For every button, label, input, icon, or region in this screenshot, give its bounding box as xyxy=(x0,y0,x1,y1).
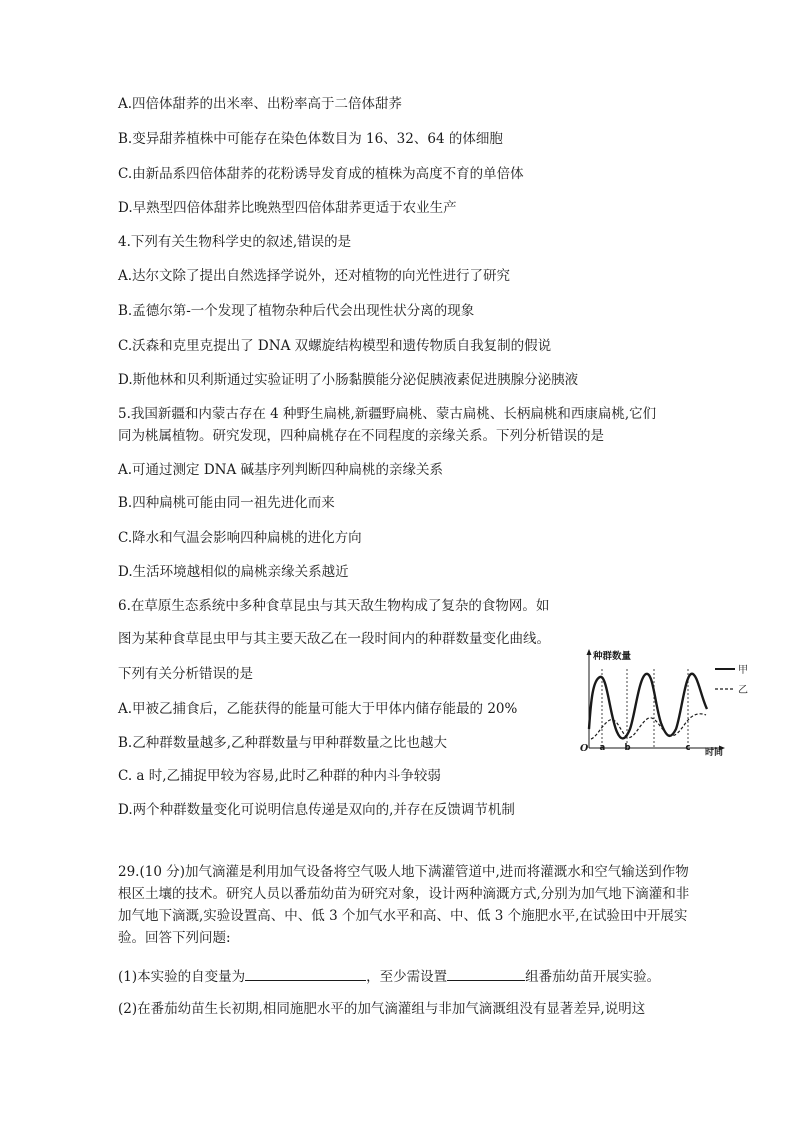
series-yi-curve xyxy=(591,714,706,739)
q6-option-b: B.乙种群数量越多,乙种群数量与甲种群数量之比也越大 xyxy=(118,735,448,751)
series-jia-curve xyxy=(589,674,707,739)
population-curve-figure xyxy=(577,647,757,759)
q5-option-a: A.可通过测定 DNA 碱基序列判断四种扁桃的亲缘关系 xyxy=(118,462,444,478)
q3-option-c: C.由新品系四倍体甜荞的花粉诱导发育成的植株为高度不育的单倍体 xyxy=(118,166,524,182)
q6-option-d: D.两个种群数量变化可说明信息传递是双向的,并存在反馈调节机制 xyxy=(118,802,515,818)
legend-label-yi: 乙 xyxy=(738,685,748,696)
q4-option-a: A.达尔文除了提出自然选择学说外，还对植物的向光性进行了研究 xyxy=(118,268,511,284)
q29-sub1-part-c: 组番茄幼苗开展实验。 xyxy=(525,969,661,985)
q6-stem-line3: 下列有关分析错误的是 xyxy=(118,666,253,682)
q3-option-b: B.变异甜荞植株中可能存在染色体数目为 16、32、64 的体细胞 xyxy=(118,131,503,147)
q5-stem-line1: 5.我国新疆和内蒙古存在 4 种野生扁桃,新疆野扁桃、蒙古扁桃、长柄扁桃和西康扁桃,它们 xyxy=(118,406,657,422)
q29-sub1 xyxy=(118,966,660,986)
figure-origin-label: O xyxy=(580,743,589,754)
q4-option-c: C.沃森和克里克提出了 DNA 双螺旋结构模型和遗传物质自我复制的假说 xyxy=(118,338,552,354)
q29-sub1-part-b: ，至少需设置 xyxy=(366,969,448,985)
q29-sub2: (2)在番茄幼苗生长初期,相同施肥水平的加气滴灌组与非加气滴溉组没有显著差异,说明这 xyxy=(118,1001,646,1017)
q6-stem-line1: 6.在草原生态系统中多种食草昆虫与其天敌生物构成了复杂的食物网。如 xyxy=(118,598,550,614)
q29-sub1-part-a: (1)本实验的自变量为 xyxy=(118,969,246,985)
q6-option-a: A.甲被乙捕食后，乙能获得的能量可能大于甲体内储存能最的 20% xyxy=(118,701,518,717)
legend-label-jia: 甲 xyxy=(738,665,748,676)
q4-option-d: D.斯他林和贝利斯通过实验证明了小肠黏膜能分泌促胰液素促进胰腺分泌胰液 xyxy=(118,372,579,388)
q4-stem: 4.下列有关生物科学史的叙述,错误的是 xyxy=(118,234,352,250)
q4-option-b: B.孟德尔第-一个发现了植物杂种后代会出现性状分离的现象 xyxy=(118,303,475,319)
q29-stem: 29.(10 分)加气滴灌是利用加气设备将空气吸人地下满灌管道中,进而将灌溉水和空气输送到作物根区土壤的技术。研究人员以番茄幼苗为研究对象，设计两种滴溉方式,分别为加气地下滴灌和非加气地下滴溉,实验设置高、中、低 3 个加气水平和高、中、低 3 个施肥水平,在试验田中开展实验。回答下列问题: xyxy=(118,864,690,946)
q5-option-d: D.生活环境越相似的扁桃亲缘关系越近 xyxy=(118,564,349,580)
answer-blank-1[interactable] xyxy=(245,966,366,981)
figure-tick-c: c xyxy=(685,743,691,753)
q3-option-d: D.早熟型四倍体甜荞比晚熟型四倍体甜荞更适于农业生产 xyxy=(118,200,457,216)
q5-option-c: C.降水和气温会影响四种扁桃的进化方向 xyxy=(118,530,362,546)
figure-y-arrow xyxy=(587,649,592,655)
figure-tick-b: b xyxy=(624,743,631,753)
q3-option-a: A.四倍体甜荞的出米率、出粉率高于二倍体甜荞 xyxy=(118,96,403,112)
answer-blank-2[interactable] xyxy=(447,966,525,981)
q5-option-b: B.四种扁桃可能由同一祖先进化而来 xyxy=(118,495,335,511)
figure-y-label: 种群数量 xyxy=(593,651,632,662)
q5-stem-line2: 同为桃属植物。研究发现，四种扁桃存在不同程度的亲缘关系。下列分析错误的是 xyxy=(118,428,604,444)
q6-option-c: C. a 时,乙捕捉甲较为容易,此时乙种群的种内斗争较弱 xyxy=(118,768,441,784)
figure-tick-a: a xyxy=(599,743,606,753)
q6-stem-line2: 图为某种食草昆虫甲与其主要天敌乙在一段时间内的种群数量变化曲线。 xyxy=(118,631,550,647)
figure-x-label: 时间 xyxy=(705,748,724,758)
